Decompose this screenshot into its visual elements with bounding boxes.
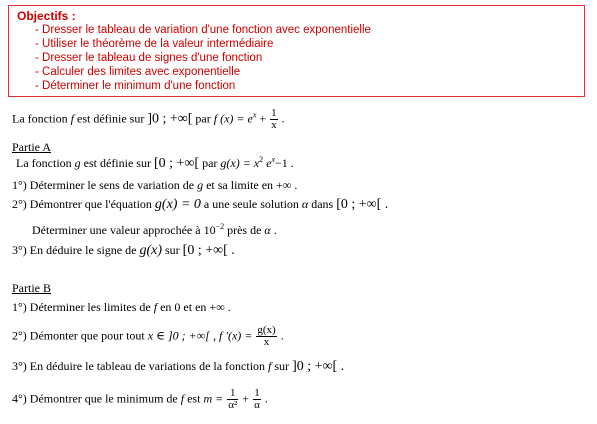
part-b-q3: 3°) En déduire le tableau de variations de la fonction f sur ]0 ; +∞[ . [12, 359, 345, 374]
part-b-q4: 4°) Démontrer que le minimum de f est m = $\frac{1}{\text{α²}}$ + $\frac{1}{\alpha}$ . [12, 387, 268, 411]
part-a-q2b: Déterminer une valeur approchée à $10^{-2}$ près de α . [32, 222, 277, 237]
objective-item: - Dresser le tableau de signes d'une fonction [35, 52, 263, 64]
part-b-title: Partie B [12, 281, 51, 295]
fraction: $\frac{1}{x}$ [271, 107, 277, 131]
objective-item: - Calculer des limites avec exponentielle [35, 66, 241, 78]
part-a-def: La fonction g est définie sur [0 ; +∞[ par $g(x) = x^2$ $e^x-1$ . [16, 155, 294, 171]
objective-item: - Dresser le tableau de variation d'une fonction avec exponentielle [35, 24, 371, 36]
part-a-q3: 3°) En déduire le signe de g(x) sur [0 ; +∞[ . [12, 243, 235, 258]
fraction: $\frac{g(x)}{x}$ [257, 324, 276, 348]
part-a-title: Partie A [12, 140, 51, 154]
part-b-q1: 1°) Déterminer les limites de f en 0 et en +∞ . [12, 300, 231, 314]
objectives-box [8, 5, 585, 97]
fraction: $\frac{1}{\text{α²}}$ [228, 387, 238, 411]
part-b-q2: 2°) Démonter que pour tout x ∈ ]0 ; +∞[ , f ′(x) = $\frac{g(x)}{x}$ . [12, 324, 284, 348]
objective-item: - Déterminer le minimum d'une fonction [35, 80, 236, 92]
part-a-q2: 2°) Démontrer que l'équation g(x) = 0 a une seule solution α dans [0 ; +∞[ . [12, 197, 389, 212]
fraction: $\frac{1}{\alpha}$ [254, 387, 260, 411]
objective-item: - Utiliser le théorème de la valeur intermédiaire [35, 38, 274, 50]
intro-line: La fonction f est définie sur ]0 ; +∞[ par f $(x) = e^x$ + $\frac{1}{x}$ . [12, 107, 285, 131]
objectives-title: Objectifs : [17, 9, 76, 23]
part-a-q1: 1°) Déterminer le sens de variation de g et sa limite en +∞ . [12, 178, 298, 192]
